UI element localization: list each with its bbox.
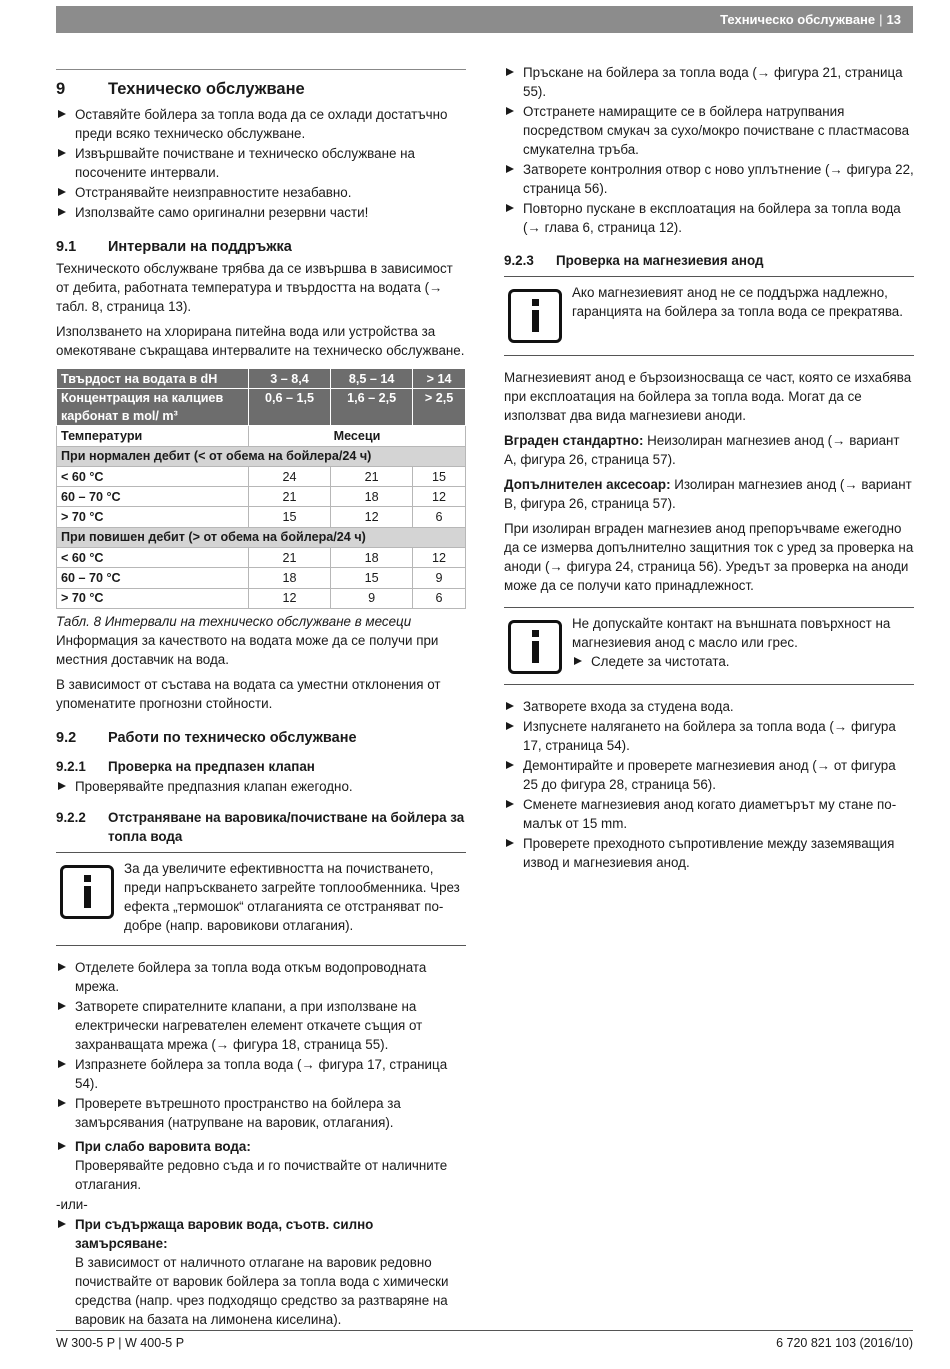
list-item: [56, 1137, 466, 1194]
info-notice: [504, 607, 914, 685]
list-item: Следете за чистотата.: [572, 652, 914, 671]
paragraph: [504, 475, 914, 513]
info-text: Ако магнезиевият анод не се поддържа надлежно, гаранцията на бойлера за топла вода се прекратява.: [572, 285, 903, 319]
maintenance-interval-table: [56, 368, 466, 609]
section-9-1-number: 9.1: [56, 239, 77, 255]
section-9-2-1-heading: [56, 757, 466, 776]
table-row: [57, 466, 466, 486]
section-9-2-1-title: Проверка на предпазен клапан: [108, 758, 315, 774]
paragraph: Използването на хлорирана питейна вода или устройства за омекотяване съкращава интервалите на техническо обслужване.: [56, 324, 465, 358]
table-cell: 8,5 – 14: [331, 369, 413, 389]
list-item: Отстранете намиращите се в бойлера натрупвания посредством смукач за сухо/мокро почистване с пластмасова смукателна тръба.: [504, 102, 914, 159]
table-cell: 15: [413, 466, 466, 486]
section-9-2-1-bullets: [56, 777, 466, 796]
table-cell: > 70 °C: [57, 507, 249, 527]
list-item: Затворете спирателните клапани, а при използване на електрически нагревателен елемент откачете същия от захранващата мрежа (→ фигура 18, страница 55).: [56, 997, 466, 1054]
table-cell: 1,6 – 2,5: [331, 389, 413, 426]
info-notice: [56, 852, 466, 946]
table-cell: 0,6 – 1,5: [249, 389, 331, 426]
table-subheader-row: [57, 426, 466, 446]
list-item: Проверявайте предпазния клапан ежегодно.: [56, 777, 466, 796]
section-9-2-1-number: 9.2.1: [56, 758, 86, 774]
section-9-2-2-number: 9.2.2: [56, 809, 86, 825]
section-9-2-heading: [56, 729, 466, 748]
section-9-2-3-heading: [504, 251, 914, 270]
list-item: [56, 1215, 466, 1329]
left-column: [56, 69, 466, 1330]
anode-check-bullets: [504, 697, 914, 872]
list-item: Изпразнете бойлера за топла вода (→ фигура 17, страница 54).: [56, 1055, 466, 1093]
paragraph: [504, 431, 914, 469]
footer-model: W 300-5 P | W 400-5 P: [56, 1336, 185, 1350]
info-icon: [508, 289, 562, 343]
table-cell: 18: [249, 568, 331, 588]
table-cell: 12: [413, 548, 466, 568]
table-cell: Месеци: [249, 426, 466, 446]
table-header-row: [57, 369, 466, 389]
table-cell: 12: [331, 507, 413, 527]
info-text: За да увеличите ефективността на почистването, преди напръскването загрейте топлообменника. Чрез ефекта „термошок“ отлаганията се отстраняват по-добре (напр. варовикови отлагания).: [124, 860, 460, 933]
table-cell: 60 – 70 °C: [57, 487, 249, 507]
standard-anode-label: Вграден стандартно:: [504, 433, 644, 448]
page-header: [56, 6, 913, 33]
table-cell: > 70 °C: [57, 588, 249, 608]
section-9-1-heading: [56, 238, 466, 257]
table-cell: Температури: [57, 426, 249, 446]
list-item: Демонтирайте и проверете магнезиевия анод (→ от фигура 25 до фигура 28, страница 56).: [504, 756, 914, 794]
list-item: Извършвайте почистване и техническо обслужване на посочените интервали.: [56, 144, 466, 182]
table-row: [57, 507, 466, 527]
table-row: [57, 568, 466, 588]
header-title: Техническо обслужване: [720, 12, 876, 27]
info-notice: [504, 276, 914, 356]
table-cell: При нормален дебит (< от обема на бойлера/24 ч): [57, 446, 466, 466]
section-9-2-number: 9.2: [56, 729, 77, 746]
info-text: Не допускайте контакт на външната повърхност на магнезиевия анод с масло или грес.: [572, 616, 891, 650]
table-row: [57, 487, 466, 507]
list-item: Затворете контролния отвор с ново уплътнение (→ фигура 22, страница 56).: [504, 160, 914, 198]
list-item: Затворете входа за студена вода.: [504, 697, 914, 716]
section-9-2-2-heading: [56, 808, 466, 846]
list-item: Изпуснете налягането на бойлера за топла вода (→ фигура 17, страница 54).: [504, 717, 914, 755]
table-cell: 6: [413, 588, 466, 608]
table-cell: > 14: [413, 369, 466, 389]
table-group-row: [57, 527, 466, 547]
table-group-row: [57, 446, 466, 466]
hard-water-text: В зависимост от наличното отлагане на варовик редовно почиствайте от варовик бойлера за топла вода с химически средства (напр. чрез подходящо средство за разтваряне на варовик на базата на лимонена киселина).: [75, 1254, 449, 1327]
list-item: Отделете бойлера за топла вода откъм водопроводната мрежа.: [56, 958, 466, 996]
table-cell: 24: [249, 466, 331, 486]
table-cell: 15: [249, 507, 331, 527]
table-cell: 3 – 8,4: [249, 369, 331, 389]
section-9-number: 9: [56, 80, 66, 98]
table-cell: 6: [413, 507, 466, 527]
accessory-anode-text: Изолиран магнезиев анод (→ вариант B, фигура 26, страница 57).: [504, 477, 912, 511]
list-item: Отстранявайте неизправностите незабавно.: [56, 183, 466, 202]
soft-water-title: При слабо варовита вода:: [75, 1138, 251, 1154]
info-icon: [60, 865, 114, 919]
section-9-heading: [56, 70, 466, 105]
table-cell: < 60 °C: [57, 466, 249, 486]
list-item: Оставяйте бойлера за топла вода да се охлади достатъчно преди всяко техническо обслужване.: [56, 105, 466, 143]
table-caption: Табл. 8 Интервали на техническо обслужване в месеци: [56, 613, 412, 629]
section-9-2-2-title: Отстраняване на варовика/почистване на бойлера за топла вода: [108, 809, 465, 844]
list-item: Сменете магнезиевия анод когато диаметърът му стане по-малък от 15 mm.: [504, 795, 914, 833]
water-hardness-options: [56, 1137, 466, 1194]
standard-anode-text: Неизолиран магнезиев анод (→ вариант A, фигура 26, страница 57).: [504, 433, 900, 467]
section-9-title: Техническо обслужване: [108, 80, 305, 98]
section-9-1-title: Интервали на поддръжка: [108, 239, 292, 255]
paragraph: Магнезиевият анод е бързоизносваща се част, която се изхабява при експлоатация на бойлера за топла вода. Могат да се използват два вида магнезиеви аноди.: [504, 370, 912, 423]
section-9-2-title: Работи по техническо обслужване: [108, 729, 357, 746]
info-icon: [508, 620, 562, 674]
list-item: Повторно пускане в експлоатация на бойлера за топла вода (→ глава 6, страница 12).: [504, 199, 914, 237]
table-cell: 21: [249, 548, 331, 568]
list-item: Използвайте само оригинални резервни части!: [56, 203, 466, 222]
table-cell: 21: [331, 466, 413, 486]
table-cell: При повишен дебит (> от обема на бойлера/24 ч): [57, 527, 466, 547]
table-cell: 18: [331, 548, 413, 568]
footer-divider: [56, 1330, 913, 1331]
paragraph: Информация за качеството на водата може да се получи при местния доставчик на вода.: [56, 632, 439, 667]
table-row: [57, 548, 466, 568]
table-cell: 60 – 70 °C: [57, 568, 249, 588]
section-9-2-3-title: Проверка на магнезиевия анод: [556, 253, 764, 268]
table-cell: 9: [413, 568, 466, 588]
paragraph: При изолиран вграден магнезиев анод препоръчваме ежегодно да се измерва допълнително защитния ток с уред за проверка на аноди (→ фигура 24, страница 56). Уредът за проверка на аноди може да се получи като принадлежност.: [504, 521, 914, 593]
table-cell: 15: [331, 568, 413, 588]
section-9-2-3-number: 9.2.3: [504, 253, 534, 268]
table-cell: 9: [331, 588, 413, 608]
right-column: [504, 63, 914, 873]
section-9-2-2-bullets: [56, 958, 466, 1132]
list-item: Проверете вътрешното пространство на бойлера за замърсявания (натрупване на варовик, отлагания).: [56, 1094, 466, 1132]
table-header-row: [57, 389, 466, 426]
table-cell: 12: [249, 588, 331, 608]
table-cell: 12: [413, 487, 466, 507]
list-item: Пръскане на бойлера за топла вода (→ фигура 21, страница 55).: [504, 63, 914, 101]
accessory-anode-label: Допълнителен аксесоар:: [504, 477, 671, 492]
table-cell: < 60 °C: [57, 548, 249, 568]
list-item: Проверете преходното съпротивление между заземяващия извод и магнезиевия анод.: [504, 834, 914, 872]
water-hardness-options-2: [56, 1215, 466, 1329]
table-cell: 18: [331, 487, 413, 507]
hard-water-title: При съдържаща варовик вода, съотв. силно замърсяване:: [75, 1216, 374, 1251]
page-number: 13: [886, 12, 901, 27]
table-row: [57, 588, 466, 608]
table-cell: Концентрация на калциев карбонат в mol/ m³: [57, 389, 249, 426]
info-bullets: [572, 652, 914, 671]
cleaning-bullets: [504, 63, 914, 237]
table-cell: 21: [249, 487, 331, 507]
section-9-bullets: [56, 105, 466, 222]
footer-doc-number: 6 720 821 103 (2016/10): [776, 1336, 913, 1350]
info-content: [572, 614, 914, 674]
or-separator: -или-: [56, 1196, 88, 1212]
paragraph: В зависимост от състава на водата са уместни отклонения от упоменатите прогнозни стойности.: [56, 676, 441, 711]
paragraph: Техническото обслужване трябва да се извършва в зависимост от дебита, работната температура и твърдостта на водата (→ табл. 8, страница 13).: [56, 261, 453, 314]
soft-water-text: Проверявайте редовно съда и го почиствайте от наличните отлагания.: [75, 1157, 448, 1192]
table-cell: Твърдост на водата в dH: [57, 369, 249, 389]
section-9: [56, 69, 466, 105]
table-cell: > 2,5: [413, 389, 466, 426]
header-separator: |: [879, 12, 883, 27]
